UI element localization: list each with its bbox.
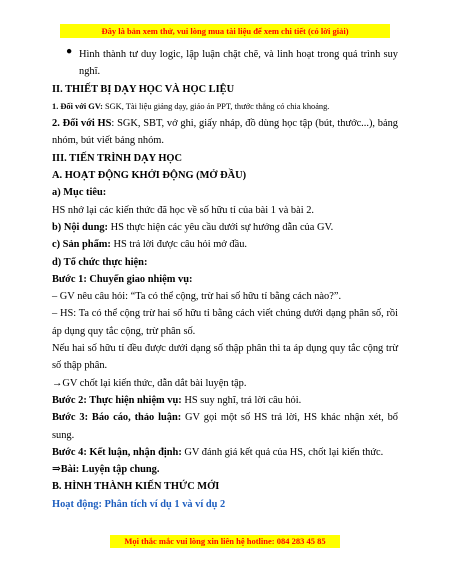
label: c) Sản phẩm: [52,239,111,251]
label: Bước 2: Thực hiện nhiệm vụ: [52,394,182,406]
text: SGK, Tài liệu giảng dạy, giáo án PPT, thước thẳng có chia khoảng. [102,101,330,111]
activity-heading: Hoạt động: Phân tích ví dụ 1 và ví dụ 2 [52,498,226,510]
bullet-icon: ● [66,46,73,57]
paragraph: – GV nêu câu hỏi: “Ta có thể cộng, trừ hai số hữu tỉ bằng cách nào?”. [52,291,342,303]
paragraph [52,444,398,461]
label: 2. Đối với HS [52,118,112,130]
text: : SGK, SBT, vở ghi, giấy nháp, đồ dùng học tập (bút, thước...), bảng nhóm, bút viết bảng nhóm. [52,118,399,147]
hotline-banner: Mọi thắc mắc vui lòng xin liên hệ hotline: 084 283 45 85 [110,535,340,548]
paragraph [52,236,398,253]
list-item [52,46,398,81]
text: HS thực hiện các yêu cầu dưới sự hướng dẫn của GV. [108,221,334,233]
paragraph: →GV chốt lại kiến thức, dẫn dắt bài luyện tập. [52,377,247,389]
paragraph [52,409,398,444]
sub-heading: a) Mục tiêu: [52,187,107,199]
label: b) Nội dung: [52,221,109,233]
document-content [52,46,398,513]
step-heading: Bước 1: Chuyển giao nhiệm vụ: [52,273,193,285]
section-heading: III. TIẾN TRÌNH DẠY HỌC [52,152,183,164]
section-heading: II. THIẾT BỊ DẠY HỌC VÀ HỌC LIỆU [52,83,235,95]
paragraph [52,219,398,236]
paragraph [52,392,398,409]
lesson-title: ⇒Bài: Luyện tập chung. [52,464,160,476]
section-heading: B. HÌNH THÀNH KIẾN THỨC MỚI [52,481,220,493]
text: GV gọi một số HS trả lời, HS khác nhận xét, bổ sung. [52,412,398,441]
paragraph: HS nhớ lại các kiến thức đã học về số hữu tỉ của bài 1 và bài 2. [52,204,315,216]
label: 1. Đối với GV: [52,101,103,111]
label: Bước 4: Kết luận, nhận định: [52,446,182,458]
sub-heading: d) Tổ chức thực hiện: [52,256,148,268]
paragraph: Nếu hai số hữu tỉ đều được dưới dạng số thập phân thì ta áp dụng quy tắc cộng trừ số thập phân. [52,343,398,372]
paragraph: – HS: Ta có thể cộng trừ hai số hữu tỉ bằng cách viết chúng dưới dạng phân số, rồi áp dụng quy tắc cộng, trừ phân số. [52,308,398,337]
bullet-text: Hình thành tư duy logic, lập luận chặt chẽ, và linh hoạt trong quá trình suy nghĩ. [79,49,398,78]
label: Bước 3: Báo cáo, thảo luận: [52,412,182,424]
text: GV đánh giá kết quả của HS, chốt lại kiến thức. [181,446,384,458]
text: HS suy nghĩ, trả lời câu hỏi. [181,394,302,406]
text: HS trả lời được câu hỏi mở đầu. [110,239,247,251]
paragraph [52,115,398,150]
paragraph [52,98,398,115]
preview-banner: Đây là bản xem thử, vui lòng mua tài liệu để xem chi tiết (có lời giải) [60,24,390,38]
section-heading: A. HOẠT ĐỘNG KHỞI ĐỘNG (MỞ ĐẦU) [52,170,247,182]
